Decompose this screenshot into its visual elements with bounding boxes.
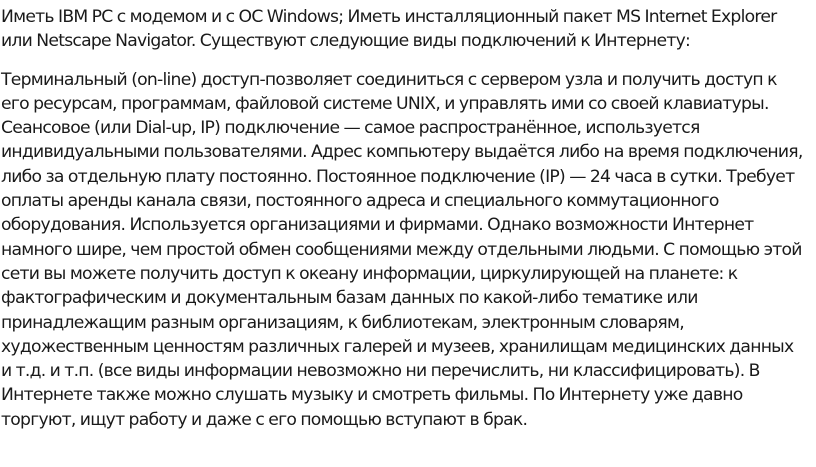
- connection-types-paragraph: Терминальный (on-line) доступ-позволяет соединиться с сервером узла и получить доступ к его ресурсам, программам, файловой системе UNIX, и управлять ими со своей клавиатуры. Сеансовое (или Dial-up, IP) подключение — самое распространённое, используется индивидуальными пользователями. Адрес компьютеру выдаётся либо на время подключения, либо за отдельную плату постоянно. Постоянное подключение (IP) — 24 часа в сутки. Требует оплаты аренды канала связи, постоянного адреса и специального коммутационного оборудования. Используется организациями и фирмами. Однако возможности Интернет намного шире, чем простой обмен сообщениями между отдельными людьми. С помощью этой сети вы можете получить доступ к океану информации, циркулирующей на планете: к фактографическим и документальным базам данных по какой-либо тематике или принадлежащим разным организациям, к библиотекам, электронным словарям, художественным ценностям различных галерей и музеев, хранилищам медицинских данных и т.д. и т.п. (все виды информации невозможно ни перечислить, ни классифицировать). В Интернете также можно слушать музыку и смотреть фильмы. По Интернету уже давно торгуют, ищут работу и даже с его помощью вступают в брак.: [1, 69, 803, 430]
- intro-paragraph: Иметь IBM PC с модемом и с ОС Windows; Иметь инсталляционный пакет MS Internet Explorer или Netscape Navigator. Существуют следующие виды подключений к Интернету:: [1, 7, 777, 52]
